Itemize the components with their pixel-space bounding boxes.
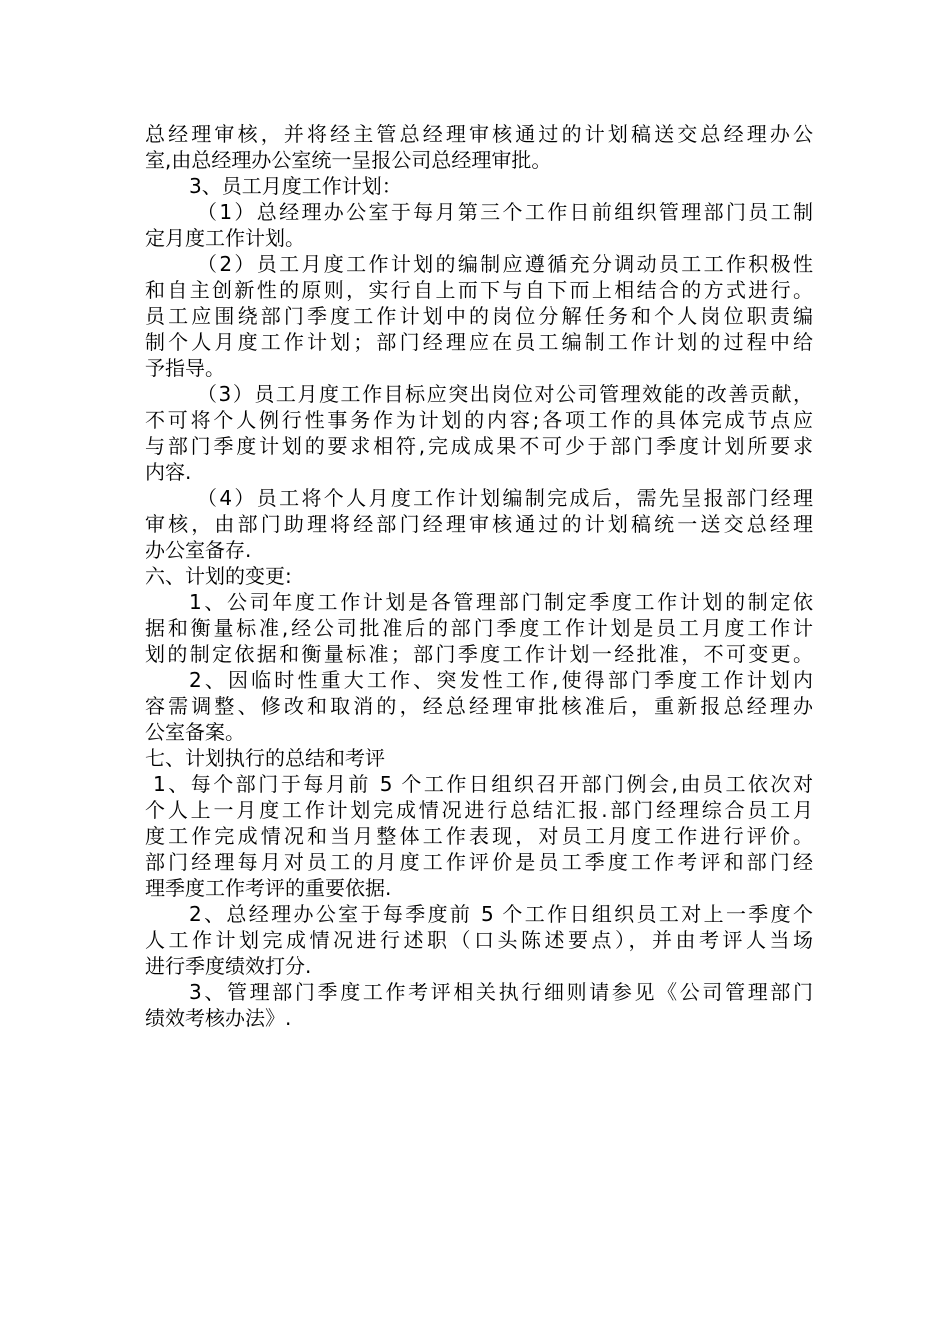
text-line: 据和衡量标准,经公司批准后的部门季度工作计划是员工月度工作计 — [145, 616, 813, 640]
text-line: 划的制定依据和衡量标准；部门季度工作计划一经批准，不可变更。 — [145, 642, 813, 666]
text-line: 总经理审核，并将经主管总经理审核通过的计划稿送交总经理办公 — [145, 122, 813, 146]
text-line: 内容. — [145, 460, 192, 484]
text-line: （2）员工月度工作计划的编制应遵循充分调动员工工作积极性 — [197, 252, 813, 276]
text-line: 1、公司年度工作计划是各管理部门制定季度工作计划的制定依 — [189, 590, 813, 614]
text-line: 个人上一月度工作计划完成情况进行总结汇报.部门经理综合员工月 — [145, 798, 813, 822]
text-line: 2、总经理办公室于每季度前 5 个工作日组织员工对上一季度个 — [189, 902, 813, 926]
text-line: 2、因临时性重大工作、突发性工作,使得部门季度工作计划内 — [189, 668, 813, 692]
text-line: 制个人月度工作计划；部门经理应在员工编制工作计划的过程中给 — [145, 330, 813, 354]
text-line: 和自主创新性的原则，实行自上而下与自下而上相结合的方式进行。 — [145, 278, 813, 302]
text-line: 定月度工作计划。 — [145, 226, 305, 250]
text-line: 六、计划的变更: — [145, 564, 292, 588]
text-line: 室,由总经理办公室统一呈报公司总经理审批。 — [145, 148, 552, 172]
text-line: 容需调整、修改和取消的，经总经理审批核准后，重新报总经理办 — [145, 694, 813, 718]
text-line: 人工作计划完成情况进行述职（口头陈述要点），并由考评人当场 — [145, 928, 813, 952]
text-line: 不可将个人例行性事务作为计划的内容;各项工作的具体完成节点应 — [145, 408, 813, 432]
text-line: （3）员工月度工作目标应突出岗位对公司管理效能的改善贡献， — [197, 382, 813, 406]
text-line: 1、每个部门于每月前 5 个工作日组织召开部门例会,由员工依次对 — [153, 772, 813, 796]
text-line: 公室备案。 — [145, 720, 245, 744]
text-line: 理季度工作考评的重要依据. — [145, 876, 392, 900]
text-line: 七、计划执行的总结和考评 — [145, 746, 385, 770]
document-body — [145, 121, 813, 1031]
text-line: 进行季度绩效打分. — [145, 954, 312, 978]
text-line: 部门经理每月对员工的月度工作评价是员工季度工作考评和部门经 — [145, 850, 813, 874]
text-line: 3、管理部门季度工作考评相关执行细则请参见《公司管理部门 — [189, 980, 813, 1004]
text-line: 办公室备存. — [145, 538, 252, 562]
text-line: 员工应围绕部门季度工作计划中的岗位分解任务和个人岗位职责编 — [145, 304, 813, 328]
text-line: 与部门季度计划的要求相符,完成成果不可少于部门季度计划所要求 — [145, 434, 813, 458]
text-line: （4）员工将个人月度工作计划编制完成后，需先呈报部门经理 — [197, 486, 813, 510]
text-line: 予指导。 — [145, 356, 225, 380]
text-line: 3、员工月度工作计划： — [189, 174, 402, 198]
text-line: 度工作完成情况和当月整体工作表现，对员工月度工作进行评价。 — [145, 824, 813, 848]
text-line: （1）总经理办公室于每月第三个工作日前组织管理部门员工制 — [197, 200, 813, 224]
text-line: 绩效考核办法》. — [145, 1006, 292, 1030]
text-line: 审核，由部门助理将经部门经理审核通过的计划稿统一送交总经理 — [145, 512, 813, 536]
